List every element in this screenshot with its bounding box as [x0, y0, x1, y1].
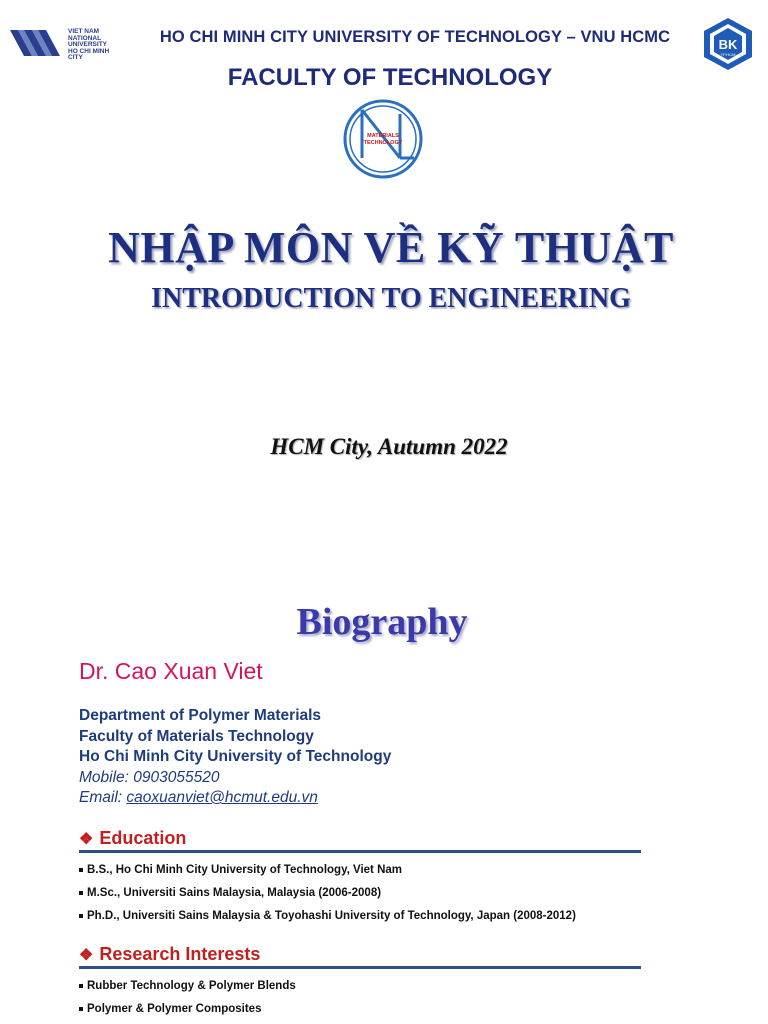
materials-technology-logo — [340, 96, 426, 182]
course-title-english: INTRODUCTION TO ENGINEERING — [151, 283, 631, 314]
bk-logo — [700, 16, 756, 72]
university-header: HO CHI MINH CITY UNIVERSITY OF TECHNOLOGY – VNU HCMC — [159, 28, 671, 46]
university-line: Ho Chi Minh City University of Technology — [79, 748, 392, 765]
faculty-line: Faculty of Materials Technology — [79, 727, 314, 745]
email-line — [79, 788, 391, 809]
vnu-logo-text: VIET NAM NATIONAL UNIVERSITY HO CHI MINH CITY — [68, 28, 110, 62]
bk-logo-text: BK — [718, 37, 738, 52]
list-item: Polymer & Polymer Composites — [79, 998, 641, 1021]
list-item: M.Sc., Universiti Sains Malaysia, Malaysia (2006-2008) — [79, 882, 641, 905]
list-item: Rubber Technology & Polymer Blends — [79, 975, 641, 998]
email-label: Email: — [79, 789, 127, 806]
vnu-logo — [10, 26, 122, 62]
research-title: Research Interests — [99, 944, 261, 964]
bk-logo-subtext: TP.HCM — [720, 52, 736, 57]
course-title-vietnamese: NHẬP MÔN VỀ KỸ THUẬT — [108, 223, 674, 272]
education-header — [79, 828, 641, 853]
research-section — [79, 944, 641, 1021]
education-title: Education — [99, 828, 187, 848]
list-item: B.S., Ho Chi Minh City University of Technology, Viet Nam — [79, 859, 641, 882]
materials-logo-text-line1: MATERIALS — [367, 133, 399, 139]
education-section — [79, 828, 641, 928]
place-date: HCM City, Autumn 2022 — [270, 434, 508, 459]
diamond-bullet-icon: ❖ — [79, 946, 94, 964]
education-list — [79, 859, 641, 928]
email-link[interactable]: caoxuanviet@hcmut.edu.vn — [126, 789, 318, 806]
vnu-stripes-icon — [10, 28, 66, 58]
research-header — [79, 944, 641, 969]
faculty-header: FACULTY OF TECHNOLOGY — [227, 64, 553, 91]
contact-block — [79, 706, 391, 809]
materials-logo-text-line2: TECHNOLOGY — [363, 140, 403, 146]
diamond-bullet-icon: ❖ — [79, 830, 94, 848]
department-line: Department of Polymer Materials — [79, 707, 322, 724]
research-list — [79, 975, 641, 1021]
biography-slide — [0, 560, 768, 1024]
biography-heading: Biography — [296, 601, 468, 643]
list-item: Ph.D., Universiti Sains Malaysia & Toyohashi University of Technology, Japan (2008-2012) — [79, 905, 641, 928]
mobile-line: Mobile: 0903055520 — [79, 768, 220, 786]
person-name: Dr. Cao Xuan Viet — [79, 658, 263, 684]
